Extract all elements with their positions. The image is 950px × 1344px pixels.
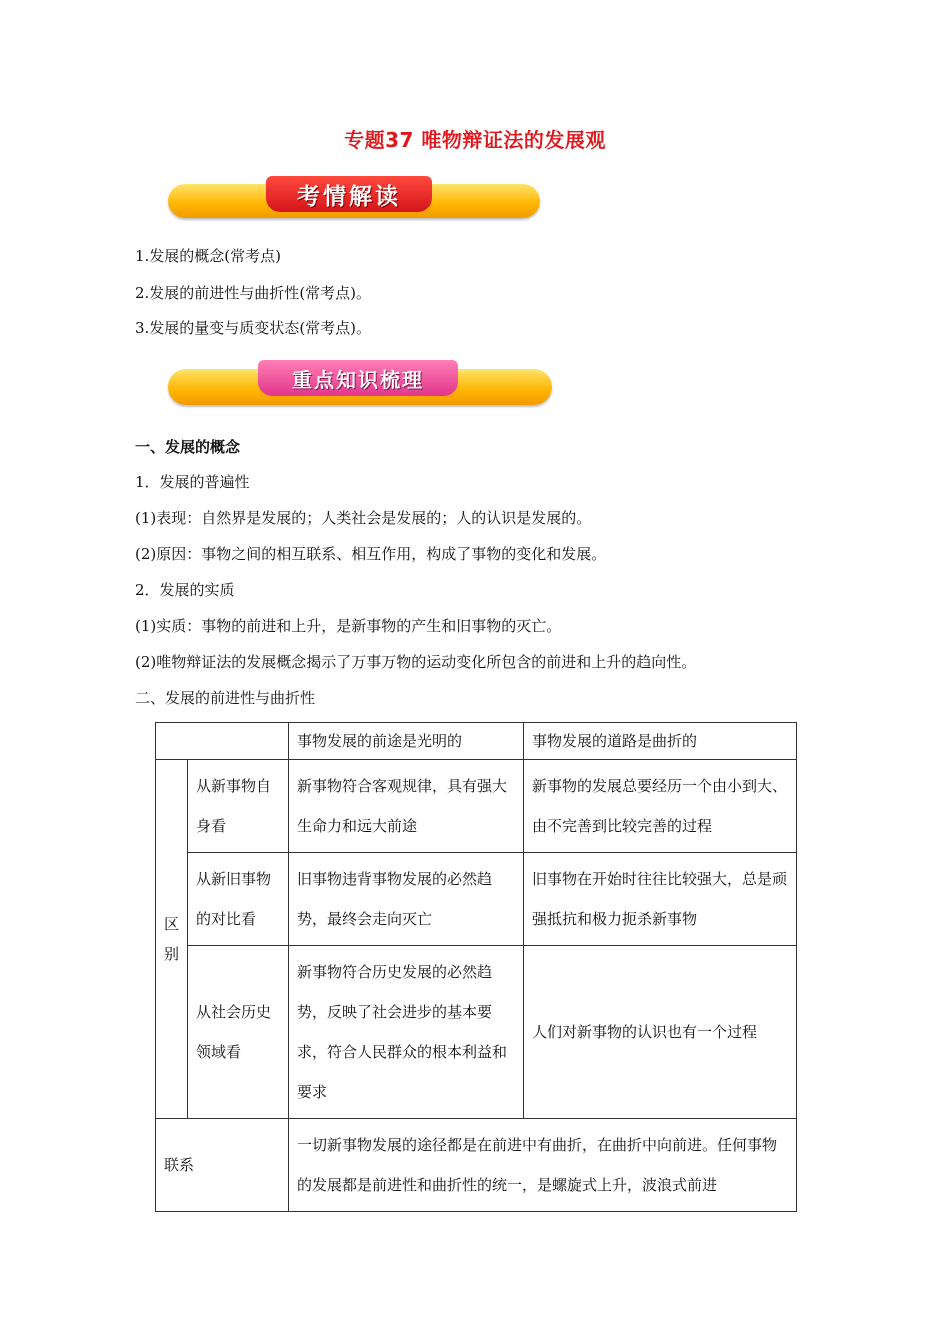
row-label: 从社会历史领域看 (188, 946, 289, 1119)
table-row (156, 1119, 797, 1212)
text-line: 2．发展的实质 (135, 581, 235, 599)
bright-cell: 新事物符合历史发展的必然趋势，反映了社会进步的基本要求，符合人民群众的根本利益和要求 (289, 946, 524, 1119)
banner-label: 重点知识梳理 (258, 360, 458, 396)
tortuous-cell: 新事物的发展总要经历一个由小到大、由不完善到比较完善的过程 (524, 760, 797, 853)
table-row (156, 760, 797, 853)
relation-label: 联系 (156, 1119, 289, 1212)
banner-label: 考情解读 (266, 176, 432, 212)
table-row (156, 853, 797, 946)
text-line: (2)唯物辩证法的发展概念揭示了万事万物的运动变化所包含的前进和上升的趋向性。 (135, 653, 697, 671)
table-corner-cell (156, 723, 289, 760)
table-col-head: 事物发展的道路是曲折的 (524, 723, 797, 760)
difference-label-cell (156, 760, 188, 1119)
bright-cell: 新事物符合客观规律，具有强大生命力和远大前途 (289, 760, 524, 853)
exam-point: 1.发展的概念(常考点) (135, 247, 282, 265)
tortuous-cell: 人们对新事物的认识也有一个过程 (524, 946, 797, 1119)
comparison-table (155, 722, 797, 1212)
tortuous-cell: 旧事物在开始时往往比较强大，总是顽强抵抗和极力扼杀新事物 (524, 853, 797, 946)
text-line: 1．发展的普遍性 (135, 473, 250, 491)
row-label: 从新事物自身看 (188, 760, 289, 853)
table-row (156, 946, 797, 1119)
table-col-head: 事物发展的前途是光明的 (289, 723, 524, 760)
exam-point: 2.发展的前进性与曲折性(常考点)。 (135, 284, 372, 302)
exam-point: 3.发展的量变与质变状态(常考点)。 (135, 319, 372, 337)
text-line: (1)表现：自然界是发展的；人类社会是发展的；人的认识是发展的。 (135, 509, 592, 527)
table-header-row (156, 723, 797, 760)
section-heading: 一、发展的概念 (135, 438, 241, 456)
page-title: 专题37 唯物辩证法的发展观 (344, 128, 606, 152)
bright-cell: 旧事物违背事物发展的必然趋势，最终会走向灭亡 (289, 853, 524, 946)
text-line: (2)原因：事物之间的相互联系、相互作用，构成了事物的变化和发展。 (135, 545, 607, 563)
section-heading: 二、发展的前进性与曲折性 (135, 689, 316, 707)
relation-text: 一切新事物发展的途径都是在前进中有曲折，在曲折中向前进。任何事物的发展都是前进性和曲折性的统一，是螺旋式上升，波浪式前进 (289, 1119, 797, 1212)
row-label: 从新旧事物的对比看 (188, 853, 289, 946)
exam-analysis-banner (168, 176, 540, 222)
text-line: (1)实质：事物的前进和上升，是新事物的产生和旧事物的灭亡。 (135, 617, 562, 635)
key-knowledge-banner (168, 360, 552, 408)
difference-label: 区别 (163, 915, 179, 963)
